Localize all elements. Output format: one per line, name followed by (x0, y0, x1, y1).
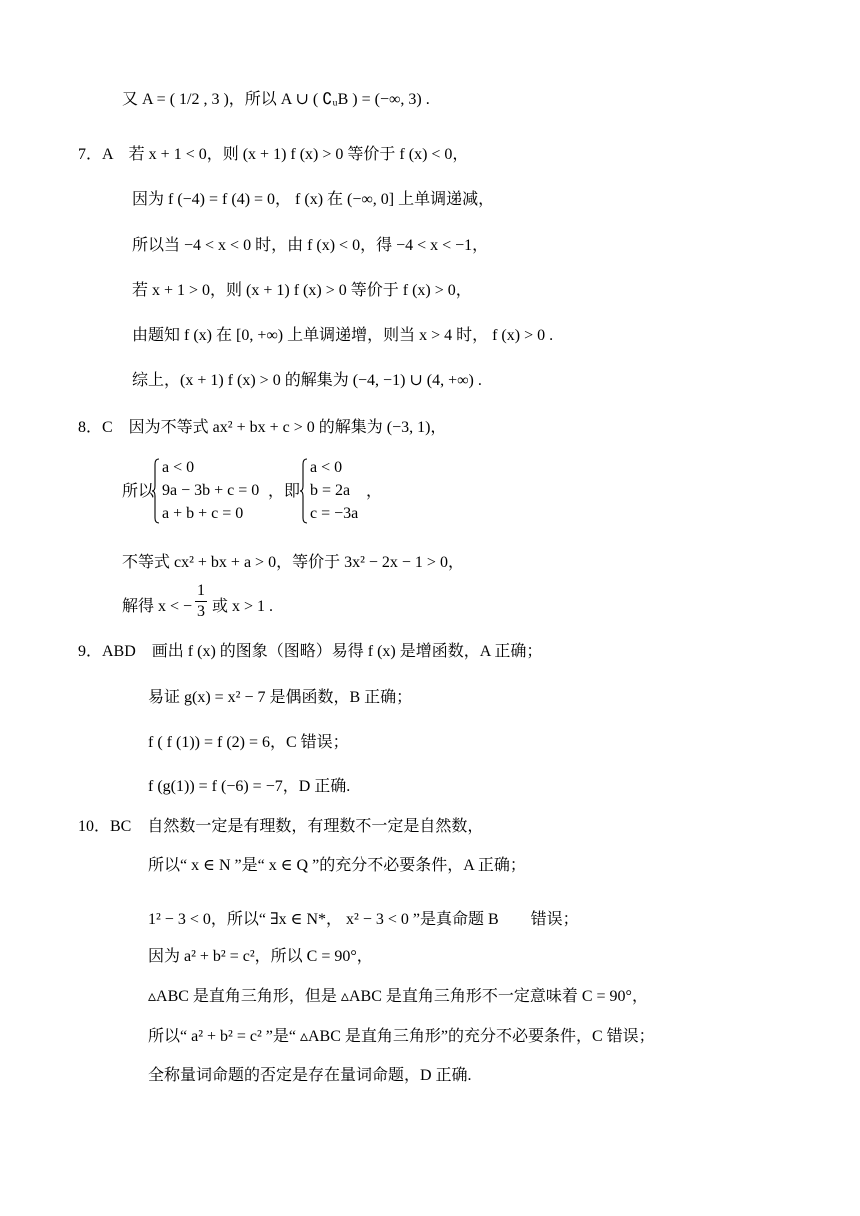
solution-line: 由题知 f (x) 在 [0, +∞) 上单调递增，则当 x > 4 时， f (x) > 0 . (132, 327, 554, 344)
equation-row: a < 0 (162, 459, 195, 476)
solution-line: 若 x + 1 > 0，则 (x + 1) f (x) > 0 等价于 f (x) > 0， (132, 282, 472, 299)
solution-line: 全称量词命题的否定是存在量词命题，D 正确. (148, 1067, 472, 1084)
equation-row: c = −3a (310, 505, 359, 522)
solution-line-mid: ，即 (268, 483, 301, 500)
solution-line: 因为 a² + b² = c²，所以 C = 90°， (148, 948, 373, 965)
solution-line: 所以“ x ∈ N ”是“ x ∈ Q ”的充分不必要条件，A 正确； (148, 857, 526, 874)
solution-line: 9．ABD 画出 f (x) 的图象（图略）易得 f (x) 是增函数，A 正确； (78, 643, 543, 660)
solution-line: 1² − 3 < 0，所以“ ∃x ∈ N*， x² − 3 < 0 ”是真命题 B 错误； (148, 911, 579, 928)
solution-line: 所以“ a² + b² = c² ”是“ ▵ABC 是直角三角形”的充分不必要条件，C 错误； (148, 1028, 655, 1045)
solution-line: f (g(1)) = f (−6) = −7，D 正确. (148, 778, 351, 795)
solution-line: 10．BC 自然数一定是有理数，有理数不一定是自然数， (78, 818, 484, 835)
solution-line: 因为 f (−4) = f (4) = 0， f (x) 在 (−∞, 0] 上单调递减， (132, 191, 495, 208)
solution-line: 不等式 cx² + bx + a > 0，等价于 3x² − 2x − 1 > 0， (122, 554, 464, 571)
solution-line: 所以当 −4 < x < 0 时，由 f (x) < 0，得 −4 < x < −1， (132, 237, 489, 254)
solution-line: 综上，(x + 1) f (x) > 0 的解集为 (−4, −1) ∪ (4, +∞) . (132, 372, 482, 389)
fraction-numerator: 1 (197, 582, 205, 599)
fraction-bar (195, 601, 207, 602)
equation-row: b = 2a (310, 482, 351, 499)
equation-row: a < 0 (310, 459, 343, 476)
equation-row: 9a − 3b + c = 0 (162, 482, 260, 499)
solution-line-prefix: 解得 x < − (122, 598, 193, 615)
left-brace-icon (300, 458, 308, 524)
solution-line-prefix: 所以 (122, 483, 155, 500)
left-brace-icon (152, 458, 160, 524)
fraction (195, 583, 207, 620)
solution-line: 8．C 因为不等式 ax² + bx + c > 0 的解集为 (−3, 1)， (78, 419, 447, 436)
solution-line-suffix: ， (366, 483, 383, 500)
solution-line: 易证 g(x) = x² − 7 是偶函数，B 正确； (148, 689, 413, 706)
solution-line-suffix: 或 x > 1 . (212, 598, 274, 615)
equation-row: a + b + c = 0 (162, 505, 244, 522)
solution-line: ▵ABC 是直角三角形，但是 ▵ABC 是直角三角形不一定意味着 C = 90°， (148, 988, 648, 1005)
fraction-denominator: 3 (197, 603, 205, 620)
solution-line: 7．A 若 x + 1 < 0，则 (x + 1) f (x) > 0 等价于 f (x) < 0， (78, 146, 469, 163)
solution-line: 又 A = ( 1/2 , 3 )，所以 A ∪ ( ∁ᵤB ) = (−∞, 3) . (122, 91, 430, 108)
solution-line: f ( f (1)) = f (2) = 6，C 错误； (148, 734, 349, 751)
